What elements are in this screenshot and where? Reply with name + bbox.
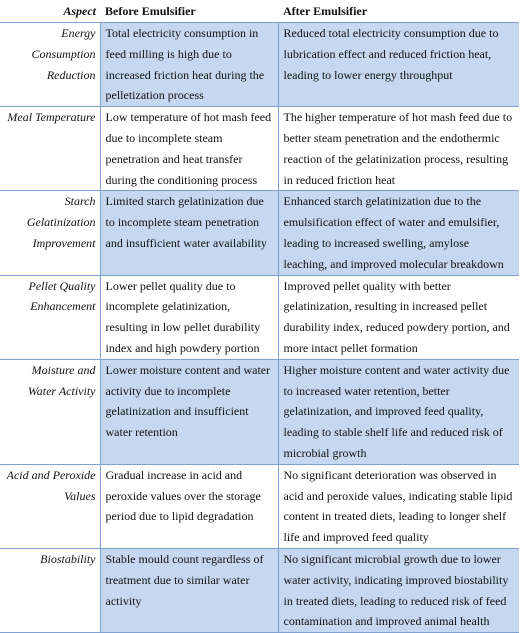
aspect-cell: Pellet Quality Enhancement	[0, 275, 100, 359]
before-cell: Stable mould count regardless of treatment due to similar water activity	[100, 548, 278, 632]
table-row	[0, 191, 519, 275]
header-aspect: Aspect	[0, 0, 100, 23]
before-cell: Low temperature of hot mash feed due to incomplete steam penetration and heat transfer during the conditioning process	[100, 107, 278, 191]
table-row	[0, 548, 519, 632]
table-row	[0, 23, 519, 107]
aspect-cell: Acid and Peroxide Values	[0, 464, 100, 548]
table-row	[0, 464, 519, 548]
after-cell: Reduced total electricity consumption due to lubrication effect and reduced friction heat, leading to lower energy throughput	[278, 23, 519, 107]
after-cell: The higher temperature of hot mash feed due to better steam penetration and the endothermic reaction of the gelatinization process, resulting in reduced friction heat	[283, 110, 513, 187]
before-cell: Limited starch gelatinization due to incomplete steam penetration and insufficient water availability	[100, 191, 278, 275]
aspect-cell: Biostability	[0, 548, 100, 632]
before-cell: Lower pellet quality due to incomplete gelatinization, resulting in low pellet durability index and high powdery portion	[100, 275, 278, 359]
before-cell: Lower moisture content and water activity due to incomplete gelatinization and insufficient water retention	[100, 359, 278, 464]
after-cell: Improved pellet quality with better gelatinization, resulting in increased pellet durability index, reduced powdery portion, and more intact pellet formation	[283, 278, 510, 355]
aspect-cell: Moisture and Water Activity	[0, 359, 100, 464]
table-row	[0, 275, 519, 359]
aspect-cell: Energy Consumption Reduction	[0, 23, 100, 107]
header-before: Before Emulsifier	[100, 0, 278, 23]
aspect-cell: Starch Gelatinization Improvement	[0, 191, 100, 275]
before-cell: Total electricity consumption in feed milling is high due to increased friction heat during the pelletization process	[100, 23, 278, 107]
header-after: After Emulsifier	[278, 0, 519, 23]
after-cell: Enhanced starch gelatinization due to the emulsification effect of water and emulsifier, leading to increased swelling, amylose leaching, and improved molecular breakdown	[278, 191, 519, 275]
after-cell: Higher moisture content and water activity due to increased water retention, better gelatinization, and improved feed quality, leading to stable shelf life and reduced risk of microbial growth	[278, 359, 519, 464]
header-row	[0, 0, 519, 23]
after-cell: No significant microbial growth due to lower water activity, indicating improved biostability in treated diets, leading to reduced risk of feed contamination and improved animal health	[278, 548, 519, 632]
table-row	[0, 359, 519, 464]
table-row	[0, 107, 519, 191]
aspect-cell: Meal Temperature	[0, 107, 100, 191]
before-cell: Gradual increase in acid and peroxide values over the storage period due to lipid degradation	[100, 464, 278, 548]
after-cell: No significant deterioration was observed in acid and peroxide values, indicating stable lipid content in treated diets, leading to longer shelf life and improved feed quality	[283, 467, 513, 545]
